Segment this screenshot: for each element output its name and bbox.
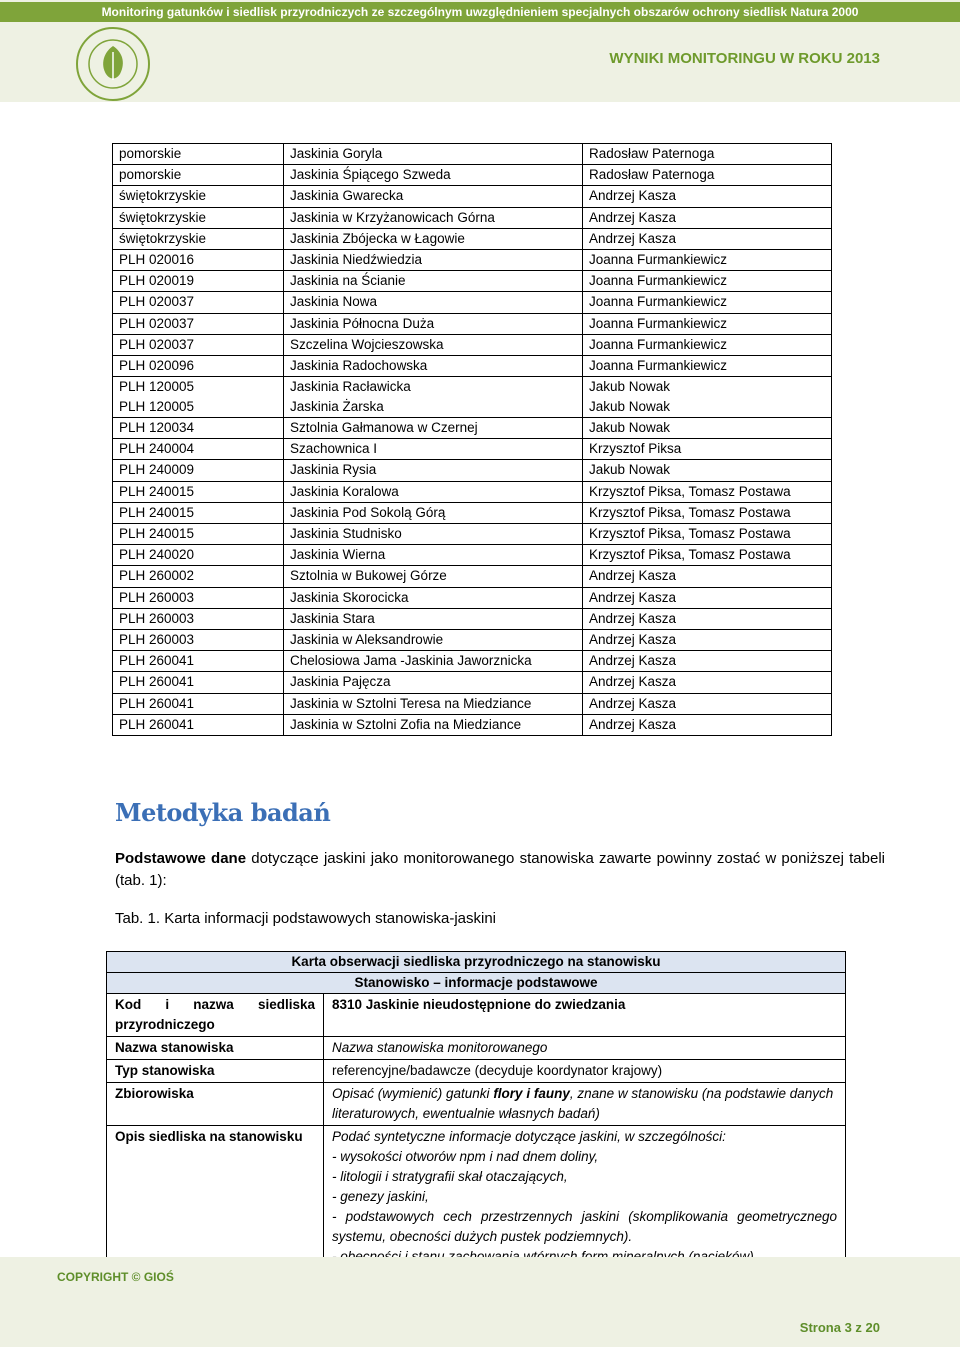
desc-line: Podać syntetyczne informacje dotyczące jaskini, w szczególności: [332,1129,726,1144]
cell-region-text: świętokrzyskie [119,230,207,246]
table-row [113,651,832,672]
cell-site-text: Jaskinia na Ścianie [290,273,406,289]
cell-region-text: PLH 020016 [119,251,195,267]
cell-person-text: Andrzej Kasza [589,568,677,584]
cell-site-text: Jaskinia w Sztolni Zofia na Miedziance [290,716,522,732]
cell-site-text: Szczelina Wojcieszowska [290,336,444,352]
cell-site-text: Jaskinia Pajęcza [290,674,391,690]
card-value-code-text: 8310 Jaskinie nieudostępnione do zwiedzania [332,997,626,1012]
table-row [113,502,832,523]
desc-line: - genezy jaskini, [332,1189,429,1204]
cell-region-text: PLH 240004 [119,441,195,457]
cell-site [284,587,583,608]
cell-person-text: Andrzej Kasza [589,610,677,626]
card-head-1: Karta obserwacji siedliska przyrodniczego na stanowisku [107,952,846,973]
table-row [113,228,832,249]
table-row [113,672,832,693]
para-bold: Podstawowe dane [115,850,247,867]
card-label-type: Typ stanowiska [107,1060,324,1083]
cell-region-text: PLH 020096 [119,357,195,373]
table-row [113,587,832,608]
cell-region [113,460,284,481]
cell-site-text: Jaskinia Niedźwiedzia [290,251,423,267]
cell-site-text: Jaskinia Nowa [290,294,378,310]
cell-person-text: Andrzej Kasza [589,230,677,246]
cell-site [284,144,583,165]
cell-person-text: Jakub Nowak [589,379,671,395]
cell-site [284,693,583,714]
table-row [113,714,832,735]
cell-site-text: Jaskinia Studnisko [290,526,402,541]
cell-site-text: Sztolnia w Bukowej Górze [290,568,447,584]
cell-region-text: PLH 260041 [119,716,195,732]
cell-site [284,186,583,207]
cell-site-text: Szachownica I [290,441,378,457]
cell-site [284,651,583,672]
cell-region [113,355,284,376]
cell-site-text: Jaskinia Rysia [290,462,377,478]
cell-person-text: Andrzej Kasza [589,589,677,605]
cell-person-text: Joanna Furmankiewicz [589,315,728,331]
table-row [113,481,832,502]
cell-site [284,502,583,523]
cell-site [284,672,583,693]
cell-site-text: Jaskinia Gwarecka [290,188,404,204]
observation-card [106,951,846,1269]
cell-region [113,629,284,650]
cell-region-text: PLH 020019 [119,273,195,289]
cell-person-text: Joanna Furmankiewicz [589,357,728,373]
cell-person [583,271,832,292]
table-row [113,144,832,165]
cell-region [113,292,284,313]
cell-person-text: Andrzej Kasza [589,188,677,204]
cell-region [113,502,284,523]
cell-person [583,334,832,355]
cell-site [284,481,583,502]
desc-line: - podstawowych cech przestrzennych jaskini (skomplikowania geometrycznego systemu, obecności dużych pustek podziemnych). [332,1209,837,1244]
cell-person [583,524,832,545]
page-header [0,0,960,102]
section-title: Metodyka badań [115,798,331,827]
cell-region [113,481,284,502]
cell-person [583,249,832,270]
card-value-communities [324,1083,846,1126]
table-row [113,693,832,714]
cell-person-text: Andrzej Kasza [589,653,677,669]
table-row [113,545,832,566]
card-value-name: Nazwa stanowiska monitorowanego [324,1037,846,1060]
cell-region-text: PLH 240015 [119,483,195,499]
cell-person-text: Andrzej Kasza [589,631,677,647]
cell-person-text: Radosław Paternoga [589,167,715,183]
cell-region [113,271,284,292]
cell-region [113,165,284,186]
table-row [113,418,832,439]
cell-person [583,439,832,460]
cell-person-text: Joanna Furmankiewicz [589,336,728,352]
cell-site [284,629,583,650]
cell-region-text: PLH 260003 [119,589,195,605]
cell-person-text: Jakub Nowak [589,420,671,436]
cell-person-text: Krzysztof Piksa, Tomasz Postawa [589,526,791,541]
cell-region-text: PLH 260041 [119,653,195,669]
cell-region [113,524,284,545]
cell-site-text: Jaskinia Koralowa [290,483,399,499]
table-row [113,355,832,376]
cell-site [284,228,583,249]
table-row [113,629,832,650]
cell-person-text: Joanna Furmankiewicz [589,251,728,267]
cell-site-text: Jaskinia Skorocicka [290,589,409,605]
cell-region [113,207,284,228]
cell-site-text: Jaskinia Pod Sokolą Górą [290,504,446,520]
card-value-type: referencyjne/badawcze (decyduje koordynator krajowy) [324,1060,846,1083]
table-row [113,608,832,629]
gios-logo [70,22,156,102]
cell-region [113,672,284,693]
cell-site [284,334,583,355]
cell-person-text: Andrzej Kasza [589,716,677,732]
cell-region [113,693,284,714]
cell-region-text: PLH 260003 [119,610,195,626]
cell-site-text: Jaskinia w Sztolni Teresa na Miedziance [290,695,532,711]
table-row [113,524,832,545]
cell-region-text: PLH 020037 [119,336,195,352]
table-caption: Tab. 1. Karta informacji podstawowych stanowiska-jaskini [115,910,496,927]
cell-person [583,545,832,566]
cell-site-text: Jaskinia w Krzyżanowicach Górna [290,209,495,225]
desc-line: - wysokości otworów npm i nad dnem doliny, [332,1149,599,1164]
cell-site-text: Chelosiowa Jama -Jaskinia Jaworznicka [290,653,532,669]
header-title: Monitoring gatunków i siedlisk przyrodniczych ze szczególnym uwzględnieniem specjalnych obszarów ochrony siedlisk Natura 2000 [0,2,960,22]
cell-site-text: Jaskinia Śpiącego Szweda [290,167,451,183]
card-value-description [324,1126,846,1269]
cell-person-text: Jakub Nowak [589,462,671,478]
table-row [113,249,832,270]
cell-site [284,165,583,186]
cell-person [583,693,832,714]
cell-region [113,439,284,460]
cell-site [284,545,583,566]
cell-person-text: Joanna Furmankiewicz [589,294,728,310]
card-label-description: Opis siedliska na stanowisku [107,1126,324,1269]
cell-site-text: Jaskinia Zbójecka w Łagowie [290,230,465,246]
card-value-code [324,994,846,1037]
cell-person-text: Krzysztof Piksa, Tomasz Postawa [589,547,791,563]
cell-person-text: Andrzej Kasza [589,674,677,690]
cell-region [113,377,284,418]
cell-region [113,587,284,608]
card-label-communities: Zbiorowiska [107,1083,324,1126]
card-value-communities-c: , znane w stanowisku (na podstawie danych literaturowych, ewentualnie własnych badań) [332,1086,834,1121]
card-head-2: Stanowisko – informacje podstawowe [107,973,846,994]
cell-person [583,228,832,249]
table-row [113,271,832,292]
cell-site [284,524,583,545]
cell-region-text: PLH 020037 [119,315,195,331]
cell-region [113,566,284,587]
cell-region-text: PLH 240015 [119,504,195,520]
cell-site-text: Jaskinia Żarska [290,399,384,415]
cell-person [583,608,832,629]
card-value-communities-a: Opisać (wymienić) gatunki [332,1086,494,1101]
cell-site [284,439,583,460]
cell-person [583,144,832,165]
cell-person [583,377,832,418]
cell-person-text: Andrzej Kasza [589,209,677,225]
table-row [113,292,832,313]
cell-region [113,608,284,629]
cell-region-text: PLH 120005 [119,399,195,415]
cell-region [113,144,284,165]
cell-person [583,207,832,228]
cell-site-text: Jaskinia Goryla [290,146,383,161]
cell-person-text: Radosław Paternoga [589,146,715,161]
cell-region-text: PLH 260003 [119,631,195,647]
cell-site-text: Jaskinia Wierna [290,547,386,563]
copyright: COPYRIGHT © GIOŚ [57,1270,174,1284]
cell-region [113,186,284,207]
table-row [113,377,832,418]
cell-site-text: Jaskinia Radochowska [290,357,428,373]
cell-region-text: świętokrzyskie [119,188,207,204]
intro-paragraph [115,848,885,892]
cell-site [284,313,583,334]
cell-site-text: Jaskinia Racławicka [290,379,411,395]
table-row [113,186,832,207]
cell-region [113,545,284,566]
cell-region-text: pomorskie [119,146,182,161]
desc-line: - litologii i stratygrafii skał otaczających, [332,1169,568,1184]
cell-person [583,313,832,334]
cell-region [113,228,284,249]
cell-site [284,271,583,292]
cell-region-text: PLH 240015 [119,526,195,541]
cell-person [583,502,832,523]
cell-person-text: Andrzej Kasza [589,695,677,711]
table-row [113,313,832,334]
cell-person [583,481,832,502]
cell-site [284,355,583,376]
cell-region-text: PLH 240020 [119,547,195,563]
cell-person-text: Jakub Nowak [589,399,671,415]
cell-site [284,566,583,587]
cell-person [583,186,832,207]
table-row [113,566,832,587]
cell-person [583,460,832,481]
cell-site [284,460,583,481]
table-row [113,334,832,355]
table-row [113,165,832,186]
cell-region-text: PLH 240009 [119,462,195,478]
cell-region-text: świętokrzyskie [119,209,207,225]
cell-site-text: Jaskinia Północna Duża [290,315,435,331]
cell-region [113,313,284,334]
cell-person-text: Krzysztof Piksa, Tomasz Postawa [589,483,791,499]
para-rest: dotyczące jaskini jako monitorowanego stanowiska zawarte powinny zostać w poniższej tabeli (tab. 1): [115,850,885,889]
cell-site [284,714,583,735]
cell-person [583,651,832,672]
cell-region-text: PLH 260041 [119,674,195,690]
cell-region-text: PLH 260002 [119,568,195,584]
table-row [113,460,832,481]
cell-person [583,629,832,650]
page-number: Strona 3 z 20 [799,1320,880,1335]
cell-person-text: Joanna Furmankiewicz [589,273,728,289]
cell-person [583,418,832,439]
cell-site [284,292,583,313]
card-label-name: Nazwa stanowiska [107,1037,324,1060]
header-subtitle: WYNIKI MONITORINGU W ROKU 2013 [609,50,880,67]
cell-site-text: Sztolnia Gałmanowa w Czernej [290,420,478,436]
cell-site-text: Jaskinia Stara [290,610,375,626]
table-row [113,207,832,228]
cell-person [583,292,832,313]
cell-person-text: Krzysztof Piksa [589,441,682,457]
cell-region-text: PLH 260041 [119,695,195,711]
cell-person [583,355,832,376]
cell-region [113,418,284,439]
cell-person [583,672,832,693]
cell-region-text: PLH 120034 [119,420,195,436]
cell-region [113,334,284,355]
cell-site [284,377,583,418]
cell-person [583,587,832,608]
cell-person [583,165,832,186]
cell-site-text: Jaskinia w Aleksandrowie [290,631,444,647]
cell-region [113,249,284,270]
cell-region [113,651,284,672]
cell-person [583,714,832,735]
card-value-communities-b: flory i fauny [493,1086,570,1101]
cell-site [284,418,583,439]
cell-region-text: PLH 120005 [119,379,195,395]
cell-site [284,207,583,228]
cell-person [583,566,832,587]
cell-person-text: Krzysztof Piksa, Tomasz Postawa [589,504,791,520]
table-row [113,439,832,460]
cell-site [284,608,583,629]
cell-region-text: PLH 020037 [119,294,195,310]
cell-region-text: pomorskie [119,167,182,183]
card-label-code: Kod i nazwa siedliska przyrodniczego [107,994,324,1037]
sites-table [112,143,832,736]
cell-region [113,714,284,735]
cell-site [284,249,583,270]
